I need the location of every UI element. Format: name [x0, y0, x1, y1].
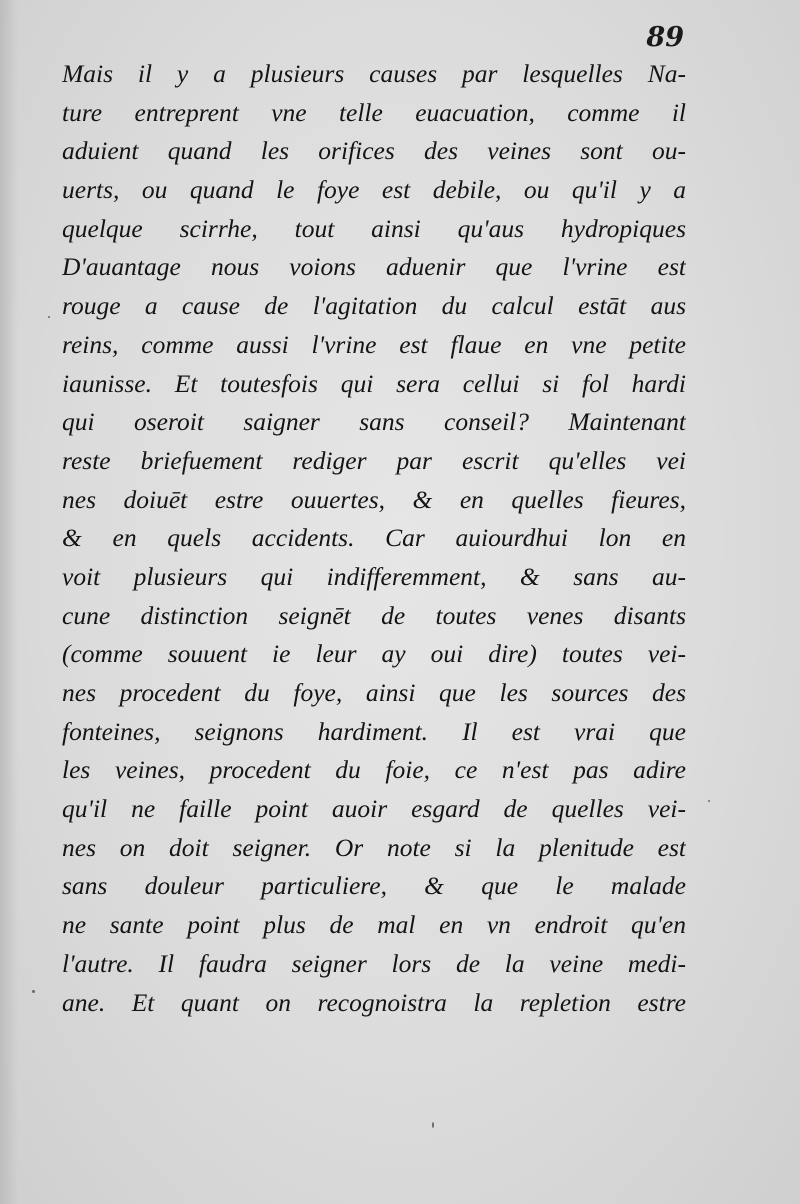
text-line: nes on doit seigner. Or note si la plenitude est	[62, 832, 686, 862]
text-line: reste briefuement rediger par escrit qu'elles vei	[62, 445, 686, 475]
page-number: 89	[646, 22, 684, 53]
text-line: fonteines, seignons hardiment. Il est vrai que	[62, 716, 686, 746]
text-line: les veines, procedent du foie, ce n'est pas adire	[62, 755, 686, 785]
text-line: reins, comme aussi l'vrine est flaue en vne petite	[62, 329, 686, 359]
text-line: Mais il y a plusieurs causes par lesquelles Na-	[62, 59, 686, 88]
gutter-shadow	[0, 0, 18, 1204]
text-line: ture entreprent vne telle euacuation, comme il	[62, 97, 686, 127]
text-line: cune distinction seignēt de toutes venes disants	[62, 600, 686, 630]
paper-speck	[432, 1122, 434, 1128]
text-line: nes procedent du foye, ainsi que les sources des	[62, 678, 686, 707]
text-line: voit plusieurs qui indifferemment, & sans au-	[62, 561, 686, 591]
text-line: uerts, ou quand le foye est debile, ou qu'il y a	[62, 175, 686, 205]
text-line: qui oseroit saigner sans conseil? Maintenant	[62, 407, 686, 437]
text-line: & en quels accidents. Car auiourdhui lon en	[62, 523, 686, 553]
text-line: D'auantage nous voions aduenir que l'vrine est	[62, 252, 686, 282]
paper-speck	[708, 800, 710, 802]
text-line: aduient quand les orifices des veines sont ou-	[62, 136, 686, 166]
text-line: qu'il ne faille point auoir esgard de quelles vei-	[62, 794, 686, 824]
text-line: rouge a cause de l'agitation du calcul estāt aus	[62, 291, 686, 321]
text-line: l'autre. Il faudra seigner lors de la veine medi-	[62, 948, 686, 978]
text-line: (comme souuent ie leur ay oui dire) toutes vei-	[62, 639, 686, 669]
text-line: ane. Et quant on recognoistra la repletion estre	[62, 987, 686, 1017]
body-text	[62, 55, 686, 1022]
text-line: iaunisse. Et toutesfois qui sera cellui si fol hardi	[62, 368, 686, 398]
text-line: quelque scirrhe, tout ainsi qu'aus hydropiques	[62, 213, 686, 243]
paper-speck	[48, 316, 50, 318]
text-line: ne sante point plus de mal en vn endroit qu'en	[62, 910, 686, 940]
text-line: nes doiuēt estre ouuertes, & en quelles fieures,	[62, 484, 686, 514]
text-line: sans douleur particuliere, & que le malade	[62, 871, 686, 901]
paper-speck	[32, 990, 35, 993]
